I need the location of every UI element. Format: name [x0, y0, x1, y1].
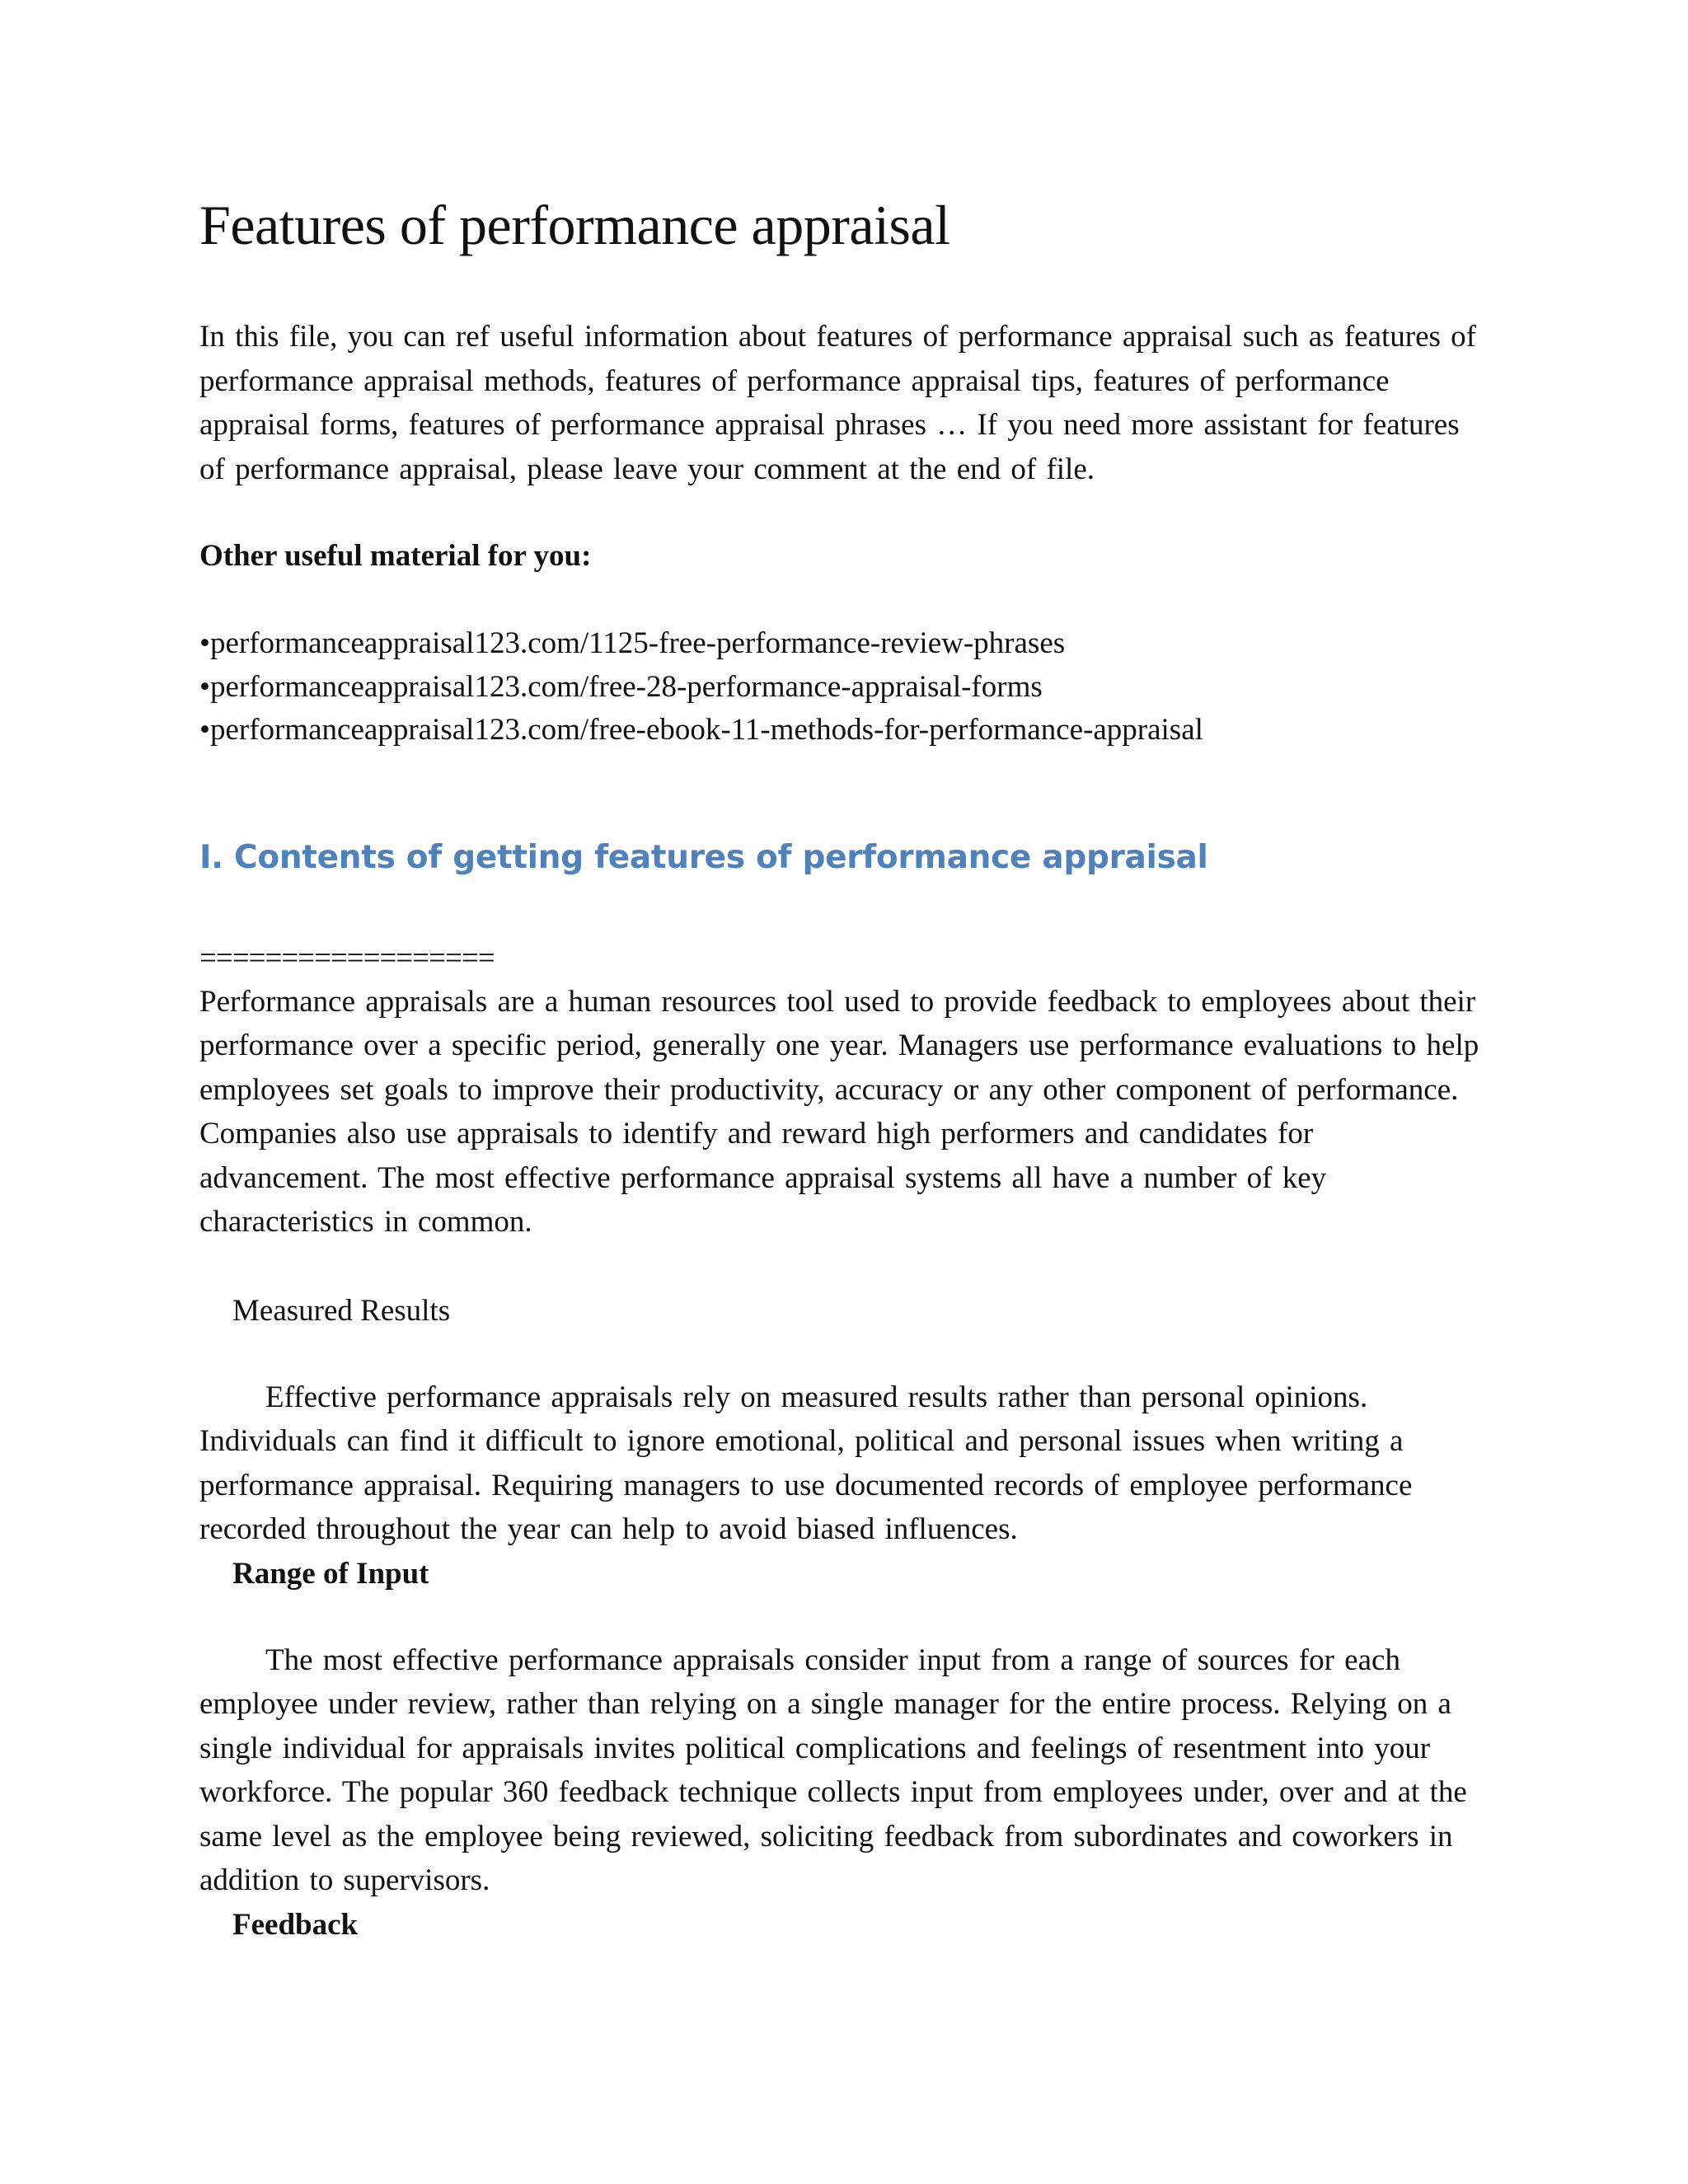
useful-link-ebook-methods[interactable]: • performanceappraisal123.com/free-ebook-11-methods-for-performance-appraisal — [199, 709, 1485, 752]
range-of-input-paragraph: The most effective performance appraisals consider input from a range of sources for each employee under review, rather than relying on a single manager for the entire process. Relying on a single individual for appraisals invites political complications and feelings of resentment into your workforce. The popular 360 feedback technique collects input from employees under, over and at the same level as the employee being reviewed, soliciting feedback from subordinates and coworkers in addition to supervisors. — [199, 1643, 1467, 1897]
measured-results-heading: Measured Results — [232, 1293, 451, 1328]
document-content — [199, 188, 1485, 1947]
useful-links-list — [199, 622, 1485, 752]
intro-paragraph: In this file, you can ref useful information about features of performance appraisal such as features of performance appraisal methods, features of performance appraisal tips, features of performance appraisal forms, features of performance appraisal phrases … If you need more assistant for features of performance appraisal, please leave your comment at the end of file. — [199, 320, 1476, 486]
useful-link-review-phrases[interactable]: • performanceappraisal123.com/1125-free-performance-review-phrases — [199, 622, 1485, 666]
feedback-heading: Feedback — [232, 1907, 359, 1942]
divider-line: ================== — [199, 940, 495, 975]
range-of-input-heading: Range of Input — [232, 1556, 429, 1591]
useful-link-appraisal-forms[interactable]: • performanceappraisal123.com/free-28-performance-appraisal-forms — [199, 666, 1485, 710]
document-title: Features of performance appraisal — [199, 194, 950, 256]
other-material-heading: Other useful material for you: — [199, 539, 592, 573]
measured-results-paragraph: Effective performance appraisals rely on measured results rather than personal opinions. Individuals can find it difficult to ignore emotional, political and personal issues when writing a performance appraisal. Requiring managers to use documented records of employee performance recorded throughout the year can help to avoid biased influences. — [199, 1380, 1413, 1546]
overview-paragraph: Performance appraisals are a human resources tool used to provide feedback to employees about their performance over a specific period, generally one year. Managers use performance evaluations to help employees set goals to improve their productivity, accuracy or any other component of performance. Companies also use appraisals to identify and reward high performers and candidates for advancement. The most effective performance appraisal systems all have a number of key characteristics in common. — [199, 984, 1479, 1239]
section-heading-contents: I. Contents of getting features of performance appraisal — [199, 838, 1208, 876]
